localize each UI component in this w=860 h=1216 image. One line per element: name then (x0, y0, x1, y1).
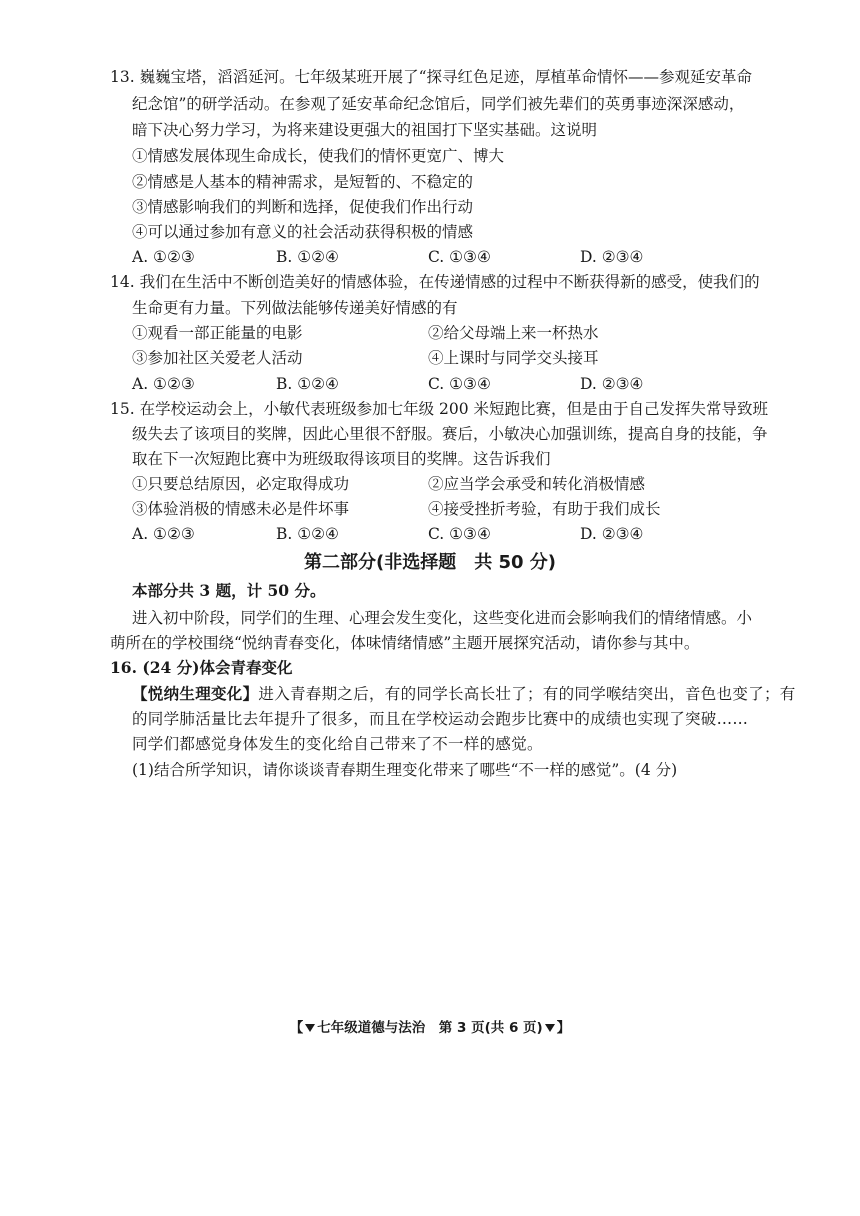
part2-intro-line-1: 进入初中阶段，同学们的生理、心理会发生变化，这些变化进而会影响我们的情绪情感。小 (132, 609, 753, 627)
q14-item-3: ③参加社区关爱老人活动 (132, 349, 303, 367)
q16-material-text-1: 进入青春期之后，有的同学长高长壮了；有的同学喉结突出，音色也变了；有 (258, 685, 796, 703)
q14-option-d: D. ②③④ (580, 375, 644, 393)
q15-option-d: D. ②③④ (580, 525, 644, 543)
q15-item-2: ②应当学会承受和转化消极情感 (428, 475, 646, 493)
part2-heading: 第二部分(非选择题 共 50 分) (303, 552, 557, 573)
q14-option-b: B. ①②④ (276, 375, 339, 393)
q15-option-c: C. ①③④ (428, 525, 491, 543)
page-footer (0, 1018, 860, 1038)
q13-option-c: C. ①③④ (428, 248, 491, 266)
footer-right-bracket: 】 (556, 1020, 571, 1036)
q13-item-4: ④可以通过参加有意义的社会活动获得积极的情感 (132, 223, 474, 241)
q15-item-1: ①只要总结原因，必定取得成功 (132, 475, 350, 493)
footer-left-bracket: 【 (289, 1020, 304, 1036)
q15-line-3: 取在下一次短跑比赛中为班级取得该项目的奖牌。这告诉我们 (132, 450, 551, 468)
footer-text: 七年级道德与法治 第 3 页(共 6 页) (317, 1020, 543, 1036)
q14-line-2: 生命更有力量。下列做法能够传递美好情感的有 (132, 299, 458, 317)
q16-material-line-2: 的同学肺活量比去年提升了很多，而且在学校运动会跑步比赛中的成绩也实现了突破…… (132, 710, 749, 728)
q13-line-3: 暗下决心努力学习，为将来建设更强大的祖国打下坚实基础。这说明 (132, 121, 598, 139)
q13-line-2: 纪念馆”的研学活动。在参观了延安革命纪念馆后，同学们被先辈们的英勇事迹深深感动， (132, 95, 745, 113)
q14-item-1: ①观看一部正能量的电影 (132, 324, 303, 342)
q15-line-2: 级失去了该项目的奖牌，因此心里很不舒服。赛后，小敏决心加强训练，提高自身的技能，争 (132, 425, 768, 443)
q14-option-a: A. ①②③ (132, 375, 195, 393)
q13-item-3: ③情感影响我们的判断和选择，促使我们作出行动 (132, 198, 474, 216)
q16-title-row (110, 657, 293, 679)
q13-option-b: B. ①②④ (276, 248, 339, 266)
q13-option-d: D. ②③④ (580, 248, 644, 266)
q14-line-1: 14. 我们在生活中不断创造美好的情感体验，在传递情感的过程中不断获得新的感受，使我们的 (110, 273, 760, 291)
q16-title: 16. (24 分)体会青春变化 (110, 658, 293, 677)
part2-note: 本部分共 3 题，计 50 分。 (132, 581, 326, 600)
q16-material-line-1 (132, 683, 796, 705)
q13-item-2: ②情感是人基本的精神需求，是短暂的、不稳定的 (132, 173, 474, 191)
part2-intro-line-2: 萌所在的学校围绕“悦纳青春变化，体味情绪情感”主题开展探究活动，请你参与其中。 (110, 634, 700, 652)
down-triangle-icon (305, 1024, 315, 1032)
q15-line-1: 15. 在学校运动会上，小敏代表班级参加七年级 200 米短跑比赛，但是由于自己发挥失常导致班 (110, 400, 769, 418)
q15-item-3: ③体验消极的情感未必是件坏事 (132, 500, 350, 518)
q15-option-a: A. ①②③ (132, 525, 195, 543)
q13-option-a: A. ①②③ (132, 248, 195, 266)
q14-option-c: C. ①③④ (428, 375, 491, 393)
q16-sub-question-1: (1)结合所学知识，请你谈谈青春期生理变化带来了哪些“不一样的感觉”。(4 分) (132, 761, 678, 779)
q13-item-1: ①情感发展体现生命成长，使我们的情怀更宽广、博大 (132, 147, 505, 165)
q13-line-1: 13. 巍巍宝塔，滔滔延河。七年级某班开展了“探寻红色足迹，厚植革命情怀——参观延安革命 (110, 68, 753, 86)
q14-item-4: ④上课时与同学交头接耳 (428, 349, 599, 367)
q15-item-4: ④接受挫折考验，有助于我们成长 (428, 500, 661, 518)
q16-material-label: 【悦纳生理变化】 (132, 684, 259, 703)
q16-material-line-3: 同学们都感觉身体发生的变化给自己带来了不一样的感觉。 (132, 735, 543, 753)
q15-option-b: B. ①②④ (276, 525, 339, 543)
q14-item-2: ②给父母端上来一杯热水 (428, 324, 599, 342)
down-triangle-icon (545, 1024, 555, 1032)
